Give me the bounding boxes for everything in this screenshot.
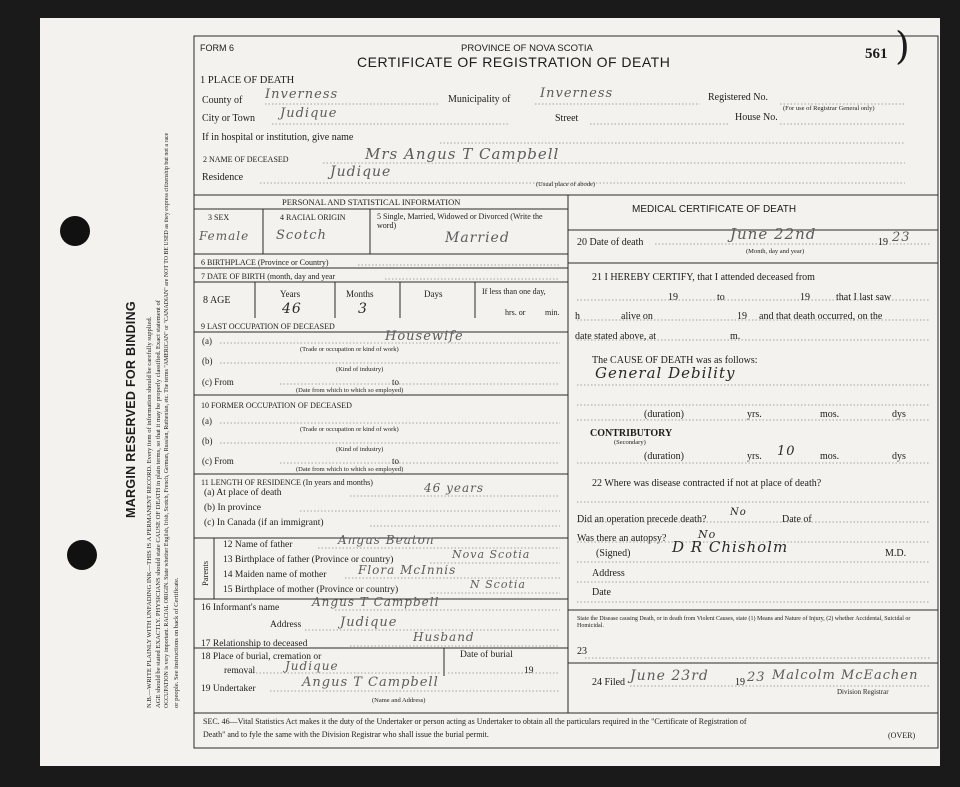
informant-name-label: 16 Informant's name <box>201 603 280 613</box>
certify-19a: 19 <box>668 292 678 303</box>
residence-value: Judique <box>330 164 392 180</box>
name-of-deceased-label: 2 NAME OF DECEASED <box>203 155 289 164</box>
date-of-death-value: June 22nd <box>730 225 817 243</box>
mother-name-value: Flora McInnis <box>358 563 457 577</box>
secondary-note: (Secondary) <box>614 439 646 446</box>
division-registrar-label: Division Registrar <box>837 688 889 696</box>
length-of-residence-label: 11 LENGTH OF RESIDENCE (In years and months) <box>201 478 373 487</box>
last-occupation-value: Housewife <box>385 329 464 344</box>
relationship-value: Husband <box>413 630 475 644</box>
physician-date-label: Date <box>592 587 611 598</box>
county-label: County of <box>202 95 243 106</box>
burial-removal-label: removal <box>224 666 256 676</box>
registered-no-label: Registered No. <box>708 92 768 103</box>
name-of-deceased-value: Mrs Angus T Campbell <box>365 145 560 163</box>
father-name-label: 12 Name of father <box>223 540 293 550</box>
last-occupation-a: (a) <box>202 336 212 346</box>
cause-mos-label: mos. <box>820 409 840 420</box>
former-occupation-b: (b) <box>202 436 213 446</box>
min-label: min. <box>545 308 560 317</box>
certify-last-saw: that I last saw <box>836 292 892 303</box>
last-industry-note: (Kind of industry) <box>336 366 384 373</box>
certify-19c: 19 <box>737 311 747 322</box>
certify-m: m. <box>730 331 741 342</box>
marital-status-label: 5 Single, Married, Widowed or Divorced (Write the word) <box>377 212 543 230</box>
over-label: (OVER) <box>888 731 916 740</box>
usual-abode-note: (Usual place of abode) <box>536 181 596 188</box>
registrar-general-note: (For use of Registrar General only) <box>783 105 875 112</box>
death-year-value: 23 <box>892 230 911 245</box>
operation-date-label: Date of <box>782 514 812 525</box>
residence-label: Residence <box>202 172 244 183</box>
contributory-label: CONTRIBUTORY <box>590 428 673 439</box>
certify-alive-on: alive on <box>621 311 653 322</box>
cause-of-death-value: General Debility <box>595 364 736 382</box>
signed-label: (Signed) <box>596 548 631 559</box>
municipality-value: Inverness <box>540 86 614 101</box>
racial-origin-value: Scotch <box>276 228 327 243</box>
certify-line-1: 21 I HEREBY CERTIFY, that I attended deceased from <box>592 272 815 283</box>
contrib-yrs-label: yrs. <box>747 451 762 462</box>
at-place-of-death-label: (a) At place of death <box>204 488 282 498</box>
form-number: FORM 6 <box>200 43 235 53</box>
personal-statistical-heading: PERSONAL AND STATISTICAL INFORMATION <box>282 197 461 207</box>
sex-value: Female <box>199 229 250 243</box>
margin-instructions-1: N.B.—WRITE PLAINLY WITH UNFADING INK—THIS IS A PERMANENT RECORD. Every item of information should be carefully supplied. <box>146 316 153 708</box>
burial-date-label: Date of burial <box>460 650 513 660</box>
less-than-day-label: If less than one day, <box>482 287 546 296</box>
age-years-label: Years <box>280 289 301 299</box>
hospital-label: If in hospital or institution, give name <box>202 132 354 143</box>
filed-label: 24 Filed <box>592 677 626 688</box>
binding-hole-bottom <box>67 540 97 570</box>
last-date-note: (Date from which to which so employed) <box>296 387 404 394</box>
cause-of-death-label: The CAUSE OF DEATH was as follows: <box>592 355 758 366</box>
place-of-death-label: 1 PLACE OF DEATH <box>200 75 295 86</box>
in-province-label: (b) In province <box>204 503 261 513</box>
date-of-birth-label: 7 DATE OF BIRTH (month, day and year <box>201 272 336 281</box>
cause-dys-label: dys <box>892 409 906 420</box>
certificate-title: CERTIFICATE OF REGISTRATION OF DEATH <box>357 54 671 70</box>
name-address-note: (Name and Address) <box>372 697 426 704</box>
division-registrar-signature: Malcolm McEachen <box>772 668 919 683</box>
age-months-value: 3 <box>358 301 368 317</box>
margin-instructions-2: AGE should be stated EXACTLY. PHYSICIANS should state CAUSE OF DEATH in plain terms, so that it may be properly classified. Exact statement of <box>155 300 162 708</box>
age-months-label: Months <box>346 289 374 299</box>
sec46-text-line2: Death" and to fyle the same with the Division Registrar who shall issue the burial permit. <box>203 730 489 739</box>
former-occupation-to: to <box>392 456 400 466</box>
autopsy-value: No <box>698 528 717 541</box>
burial-place-value: Judique <box>285 659 339 673</box>
violent-causes-note: State the Disease causing Death, or in death from Violent Causes, state (1) Means and Nature of Injury, (2) whether Accidental, Suicidal or Homicidal. <box>577 616 911 629</box>
certificate-paper <box>40 18 940 766</box>
item-23-label: 23 <box>577 646 587 657</box>
physician-address-label: Address <box>592 568 625 579</box>
father-birthplace-value: Nova Scotia <box>452 548 531 561</box>
street-label: Street <box>555 113 579 124</box>
date-of-death-label: 20 Date of death <box>577 237 644 248</box>
province-heading: PROVINCE OF NOVA SCOTIA <box>461 43 593 54</box>
former-industry-note: (Kind of industry) <box>336 446 384 453</box>
certify-occurred: and that death occurred, on the <box>759 311 883 322</box>
medical-certificate-heading: MEDICAL CERTIFICATE OF DEATH <box>632 204 797 215</box>
father-name-value: Angus Beaton <box>338 533 435 547</box>
relationship-label: 17 Relationship to deceased <box>201 639 308 649</box>
age-days-label: Days <box>424 289 443 299</box>
father-birthplace-label: 13 Birthplace of father (Province or country) <box>223 555 394 565</box>
undertaker-label: 19 Undertaker <box>201 684 256 694</box>
margin-instructions-4: or people. See instructions on back of Certificate. <box>173 577 180 708</box>
certify-h: h <box>575 311 580 322</box>
hrs-label: hrs. or <box>505 308 526 317</box>
death-year-prefix: 19 <box>878 237 888 248</box>
cause-duration-label: (duration) <box>644 409 684 420</box>
informant-name-value: Angus T Campbell <box>312 595 440 609</box>
undertaker-value: Angus T Campbell <box>302 675 439 690</box>
margin-instructions-3: OCCUPATION is very important. RACIAL ORIGIN. State whether English, Irish, Scotch, French, German, Russian, Ruthenian, etc. The terms "AMERICAN" or "CANADIAN" are NOT TO BE USED as they express citizenship but not a race <box>164 132 170 708</box>
date-of-death-note: (Month, day and year) <box>746 248 805 255</box>
sex-label: 3 SEX <box>208 213 230 222</box>
former-occupation-from: (c) From <box>202 456 234 466</box>
informant-address-label: Address <box>270 620 302 630</box>
former-trade-note: (Trade or occupation or kind of work) <box>300 426 399 433</box>
physician-signature: D R Chisholm <box>672 538 789 556</box>
filed-year-value: 23 <box>747 670 766 685</box>
age-years-value: 46 <box>282 301 302 317</box>
operation-value: No <box>730 507 747 518</box>
birthplace-label: 6 BIRTHPLACE (Province or Country) <box>201 258 329 267</box>
city-town-label: City or Town <box>202 113 256 124</box>
at-place-of-death-value: 46 years <box>424 481 485 495</box>
former-date-note: (Date from which to which so employed) <box>296 466 404 473</box>
filed-year-prefix: 19 <box>735 677 745 688</box>
mother-name-label: 14 Maiden name of mother <box>223 570 327 580</box>
filed-date-value: June 23rd <box>630 668 709 684</box>
last-occupation-b: (b) <box>202 356 213 366</box>
last-occupation-label: 9 LAST OCCUPATION OF DECEASED <box>201 322 335 331</box>
mother-birthplace-value: N Scotia <box>470 578 526 591</box>
last-trade-note: (Trade or occupation or kind of work) <box>300 346 399 353</box>
certify-to: to <box>717 292 725 303</box>
marital-status-value: Married <box>445 230 510 246</box>
disease-contracted-label: 22 Where was disease contracted if not at place of death? <box>592 478 822 489</box>
certify-19b: 19 <box>800 292 810 303</box>
municipality-label: Municipality of <box>448 94 511 105</box>
age-label: 8 AGE <box>203 295 231 306</box>
sec46-text-line1: SEC. 46—Vital Statistics Act makes it the duty of the Undertaker or person acting as Undertaker to obtain all the particulars required in the "Certificate of Registration of <box>203 717 747 726</box>
cause-yrs-label: yrs. <box>747 409 762 420</box>
certify-date-stated: date stated above, at <box>575 331 657 342</box>
certificate-number: 561 <box>865 46 888 62</box>
racial-origin-label: 4 RACIAL ORIGIN <box>280 213 346 222</box>
autopsy-label: Was there an autopsy? <box>577 533 667 544</box>
burial-place-label: 18 Place of burial, cremation or <box>201 652 322 662</box>
burial-year-prefix: 19 <box>524 666 534 676</box>
informant-address-value: Judique <box>340 615 398 630</box>
former-occupation-label: 10 FORMER OCCUPATION OF DECEASED <box>201 401 352 410</box>
md-label: M.D. <box>885 548 907 559</box>
contrib-dys-label: dys <box>892 451 906 462</box>
last-occupation-from: (c) From <box>202 377 234 387</box>
mother-birthplace-label: 15 Birthplace of mother (Province or country) <box>223 585 399 595</box>
last-occupation-to: to <box>392 377 400 387</box>
parents-side-label: Parents <box>200 560 210 586</box>
house-no-label: House No. <box>735 112 778 123</box>
county-value: Inverness <box>265 87 339 102</box>
contrib-yrs-value: 10 <box>777 444 796 459</box>
contrib-mos-label: mos. <box>820 451 840 462</box>
city-value: Judique <box>280 106 338 121</box>
former-occupation-a: (a) <box>202 416 212 426</box>
operation-label: Did an operation precede death? <box>577 514 707 525</box>
binding-hole-top <box>60 216 90 246</box>
binding-margin-label: MARGIN RESERVED FOR BINDING <box>124 301 138 518</box>
number-check-mark: ) <box>895 24 910 68</box>
contrib-duration-label: (duration) <box>644 451 684 462</box>
in-canada-label: (c) In Canada (if an immigrant) <box>204 518 324 528</box>
